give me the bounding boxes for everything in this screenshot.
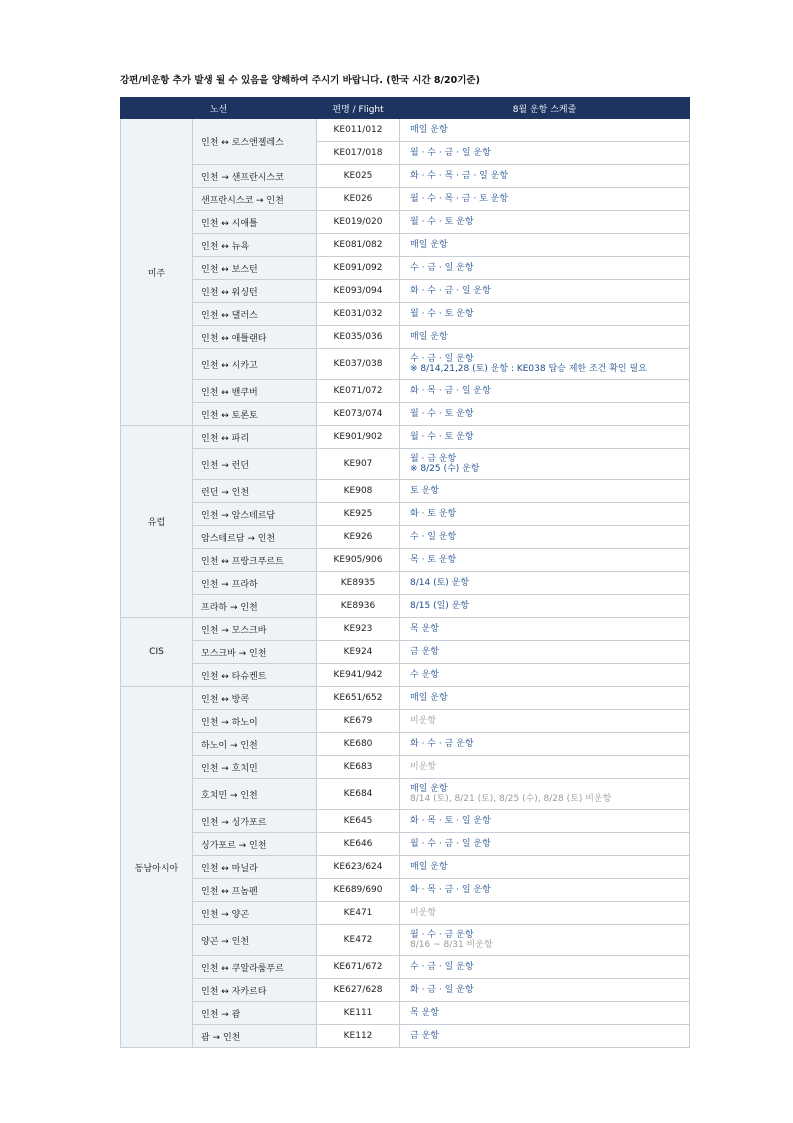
flight-cell: KE019/020 (317, 211, 400, 234)
table-row (121, 119, 690, 142)
table-row (121, 188, 690, 211)
flight-cell: KE683 (317, 756, 400, 779)
table-row (121, 733, 690, 756)
route-cell: 인천 ↔ 프랑크푸르트 (193, 549, 317, 572)
route-cell: 괌 → 인천 (193, 1025, 317, 1048)
schedule-note: ※ 8/25 (수) 운항 (410, 464, 480, 474)
table-row (121, 1002, 690, 1025)
flight-cell: KE646 (317, 833, 400, 856)
schedule-main: 월 · 금 운항 (410, 454, 457, 464)
table-row (121, 480, 690, 503)
schedule-cell: 목 운항 (400, 1002, 690, 1025)
table-row (121, 856, 690, 879)
schedule-note: 8/14 (토), 8/21 (토), 8/25 (수), 8/28 (토) 비운항 (410, 794, 612, 804)
route-cell: 인천 ↔ 뉴욕 (193, 234, 317, 257)
schedule-cell: 매일 운항 (400, 687, 690, 710)
schedule-cell: 금 운항 (400, 641, 690, 664)
route-cell: 인천 ↔ 프놈펜 (193, 879, 317, 902)
flight-cell: KE035/036 (317, 326, 400, 349)
schedule-main: 수 · 금 · 일 운항 (410, 354, 474, 364)
route-cell: 인천 → 양곤 (193, 902, 317, 925)
flight-cell: KE472 (317, 925, 400, 956)
header-schedule: 8월 운항 스케줄 (400, 98, 690, 119)
flight-cell: KE111 (317, 1002, 400, 1025)
table-row (121, 165, 690, 188)
flight-cell: KE017/018 (317, 142, 400, 165)
route-cell: 인천 ↔ 마닐라 (193, 856, 317, 879)
flight-cell: KE025 (317, 165, 400, 188)
flight-schedule-table (120, 97, 690, 1048)
region-cis: CIS (121, 618, 193, 687)
flight-cell: KE623/624 (317, 856, 400, 879)
flight-cell: KE901/902 (317, 426, 400, 449)
route-cell: 양곤 → 인천 (193, 925, 317, 956)
table-row (121, 449, 690, 480)
schedule-cell: 화 · 목 · 금 · 일 운항 (400, 380, 690, 403)
table-row (121, 956, 690, 979)
route-cell: 인천 ↔ 자카르타 (193, 979, 317, 1002)
route-cell: 싱가포르 → 인천 (193, 833, 317, 856)
region-europe: 유럽 (121, 426, 193, 618)
route-cell: 인천 ↔ 파리 (193, 426, 317, 449)
table-row (121, 618, 690, 641)
region-southeast-asia: 동남아시아 (121, 687, 193, 1048)
schedule-note: ※ 8/14,21,28 (토) 운항 : KE038 탑승 제한 조건 확인 필요 (410, 364, 647, 374)
flight-cell: KE905/906 (317, 549, 400, 572)
flight-cell: KE037/038 (317, 349, 400, 380)
table-row (121, 641, 690, 664)
route-cell: 인천 → 하노이 (193, 710, 317, 733)
table-row (121, 549, 690, 572)
schedule-cell: 화 · 수 · 금 · 일 운항 (400, 280, 690, 303)
schedule-note: 8/16 ~ 8/31 비운항 (410, 940, 493, 950)
route-cell: 인천 ↔ 애틀랜타 (193, 326, 317, 349)
schedule-cell: 월 · 수 · 금 · 일 운항 (400, 833, 690, 856)
flight-cell: KE071/072 (317, 380, 400, 403)
route-cell: 호치민 → 인천 (193, 779, 317, 810)
flight-cell: KE011/012 (317, 119, 400, 142)
schedule-cell: 8/15 (일) 운항 (400, 595, 690, 618)
table-row (121, 879, 690, 902)
route-cell: 인천 ↔ 타슈켄트 (193, 664, 317, 687)
schedule-cell (400, 925, 690, 956)
flight-cell: KE031/032 (317, 303, 400, 326)
schedule-cell: 월 · 수 · 토 운항 (400, 211, 690, 234)
route-cell: 인천 ↔ 댈러스 (193, 303, 317, 326)
flight-cell: KE112 (317, 1025, 400, 1048)
schedule-cell: 목 운항 (400, 618, 690, 641)
schedule-cell (400, 349, 690, 380)
table-row (121, 664, 690, 687)
flight-cell: KE093/094 (317, 280, 400, 303)
schedule-cell: 매일 운항 (400, 234, 690, 257)
flight-cell: KE671/672 (317, 956, 400, 979)
table-row (121, 756, 690, 779)
table-row (121, 326, 690, 349)
route-cell: 인천 → 괌 (193, 1002, 317, 1025)
flight-cell: KE651/652 (317, 687, 400, 710)
table-row (121, 503, 690, 526)
schedule-cell: 비운항 (400, 756, 690, 779)
flight-cell: KE680 (317, 733, 400, 756)
flight-cell: KE026 (317, 188, 400, 211)
route-cell: 모스크바 → 인천 (193, 641, 317, 664)
schedule-cell: 매일 운항 (400, 119, 690, 142)
table-row (121, 403, 690, 426)
route-cell: 인천 → 암스테르담 (193, 503, 317, 526)
schedule-main: 매일 운항 (410, 784, 448, 794)
route-cell: 인천 ↔ 방콕 (193, 687, 317, 710)
route-cell: 인천 → 싱가포르 (193, 810, 317, 833)
table-header-row (121, 98, 690, 119)
schedule-cell: 수 · 일 운항 (400, 526, 690, 549)
route-cell: 하노이 → 인천 (193, 733, 317, 756)
flight-cell: KE627/628 (317, 979, 400, 1002)
schedule-cell: 월 · 수 · 토 운항 (400, 426, 690, 449)
route-cell: 인천 ↔ 시애틀 (193, 211, 317, 234)
flight-cell: KE908 (317, 480, 400, 503)
schedule-cell: 8/14 (토) 운항 (400, 572, 690, 595)
schedule-cell: 목 · 토 운항 (400, 549, 690, 572)
schedule-cell: 매일 운항 (400, 326, 690, 349)
schedule-cell: 화 · 수 · 금 운항 (400, 733, 690, 756)
table-row (121, 833, 690, 856)
schedule-cell: 매일 운항 (400, 856, 690, 879)
schedule-cell: 화 · 목 · 토 · 일 운항 (400, 810, 690, 833)
flight-cell: KE923 (317, 618, 400, 641)
route-cell: 인천 ↔ 시카고 (193, 349, 317, 380)
schedule-cell: 수 운항 (400, 664, 690, 687)
route-cell: 샌프란시스코 → 인천 (193, 188, 317, 211)
route-cell: 인천 → 런던 (193, 449, 317, 480)
flight-cell: KE907 (317, 449, 400, 480)
schedule-cell: 금 운항 (400, 1025, 690, 1048)
route-cell: 인천 ↔ 밴쿠버 (193, 380, 317, 403)
header-flight: 편명 / Flight (317, 98, 400, 119)
route-cell: 인천 → 호치민 (193, 756, 317, 779)
table-row (121, 380, 690, 403)
notice-text: 강편/비운항 추가 발생 될 수 있음을 양해하여 주시기 바랍니다. (한국 시간 8/20기준) (120, 75, 480, 86)
table-row (121, 349, 690, 380)
schedule-cell: 비운항 (400, 710, 690, 733)
schedule-cell: 화 · 수 · 목 · 금 · 일 운항 (400, 165, 690, 188)
table-row (121, 810, 690, 833)
route-cell: 암스테르담 → 인천 (193, 526, 317, 549)
route-cell: 인천 ↔ 로스앤젤레스 (193, 119, 317, 165)
schedule-cell: 비운항 (400, 902, 690, 925)
schedule-cell (400, 449, 690, 480)
region-americas: 미주 (121, 119, 193, 426)
table-row (121, 1025, 690, 1048)
table-row (121, 234, 690, 257)
route-cell: 인천 ↔ 토론토 (193, 403, 317, 426)
flight-cell: KE073/074 (317, 403, 400, 426)
schedule-cell: 토 운항 (400, 480, 690, 503)
route-cell: 인천 → 모스크바 (193, 618, 317, 641)
schedule-cell: 화 · 금 · 일 운항 (400, 979, 690, 1002)
flight-cell: KE925 (317, 503, 400, 526)
flight-cell: KE924 (317, 641, 400, 664)
flight-cell: KE926 (317, 526, 400, 549)
route-cell: 런던 → 인천 (193, 480, 317, 503)
route-cell: 프라하 → 인천 (193, 595, 317, 618)
schedule-cell: 월 · 수 · 금 · 일 운항 (400, 142, 690, 165)
table-row (121, 572, 690, 595)
table-row (121, 303, 690, 326)
table-row (121, 426, 690, 449)
table-row (121, 211, 690, 234)
table-row (121, 595, 690, 618)
route-cell: 인천 ↔ 보스턴 (193, 257, 317, 280)
schedule-cell: 월 · 수 · 토 운항 (400, 403, 690, 426)
schedule-cell: 화 · 목 · 금 · 일 운항 (400, 879, 690, 902)
table-row (121, 526, 690, 549)
flight-cell: KE8936 (317, 595, 400, 618)
table-row (121, 687, 690, 710)
route-cell: 인천 → 샌프란시스코 (193, 165, 317, 188)
table-row (121, 257, 690, 280)
table-row (121, 979, 690, 1002)
schedule-cell: 월 · 수 · 토 운항 (400, 303, 690, 326)
schedule-cell (400, 779, 690, 810)
table-row (121, 902, 690, 925)
flight-cell: KE941/942 (317, 664, 400, 687)
flight-cell: KE471 (317, 902, 400, 925)
schedule-cell: 월 · 수 · 목 · 금 · 토 운항 (400, 188, 690, 211)
flight-cell: KE689/690 (317, 879, 400, 902)
flight-cell: KE645 (317, 810, 400, 833)
header-route: 노선 (121, 98, 317, 119)
flight-cell: KE091/092 (317, 257, 400, 280)
route-cell: 인천 → 프라하 (193, 572, 317, 595)
flight-cell: KE8935 (317, 572, 400, 595)
flight-cell: KE679 (317, 710, 400, 733)
table-row (121, 925, 690, 956)
route-cell: 인천 ↔ 쿠알라룸푸르 (193, 956, 317, 979)
schedule-main: 월 · 수 · 금 운항 (410, 930, 474, 940)
schedule-cell: 수 · 금 · 일 운항 (400, 257, 690, 280)
flight-cell: KE684 (317, 779, 400, 810)
route-cell: 인천 ↔ 워싱턴 (193, 280, 317, 303)
flight-cell: KE081/082 (317, 234, 400, 257)
table-row (121, 779, 690, 810)
table-row (121, 710, 690, 733)
schedule-cell: 화 · 토 운항 (400, 503, 690, 526)
schedule-cell: 수 · 금 · 일 운항 (400, 956, 690, 979)
table-row (121, 280, 690, 303)
